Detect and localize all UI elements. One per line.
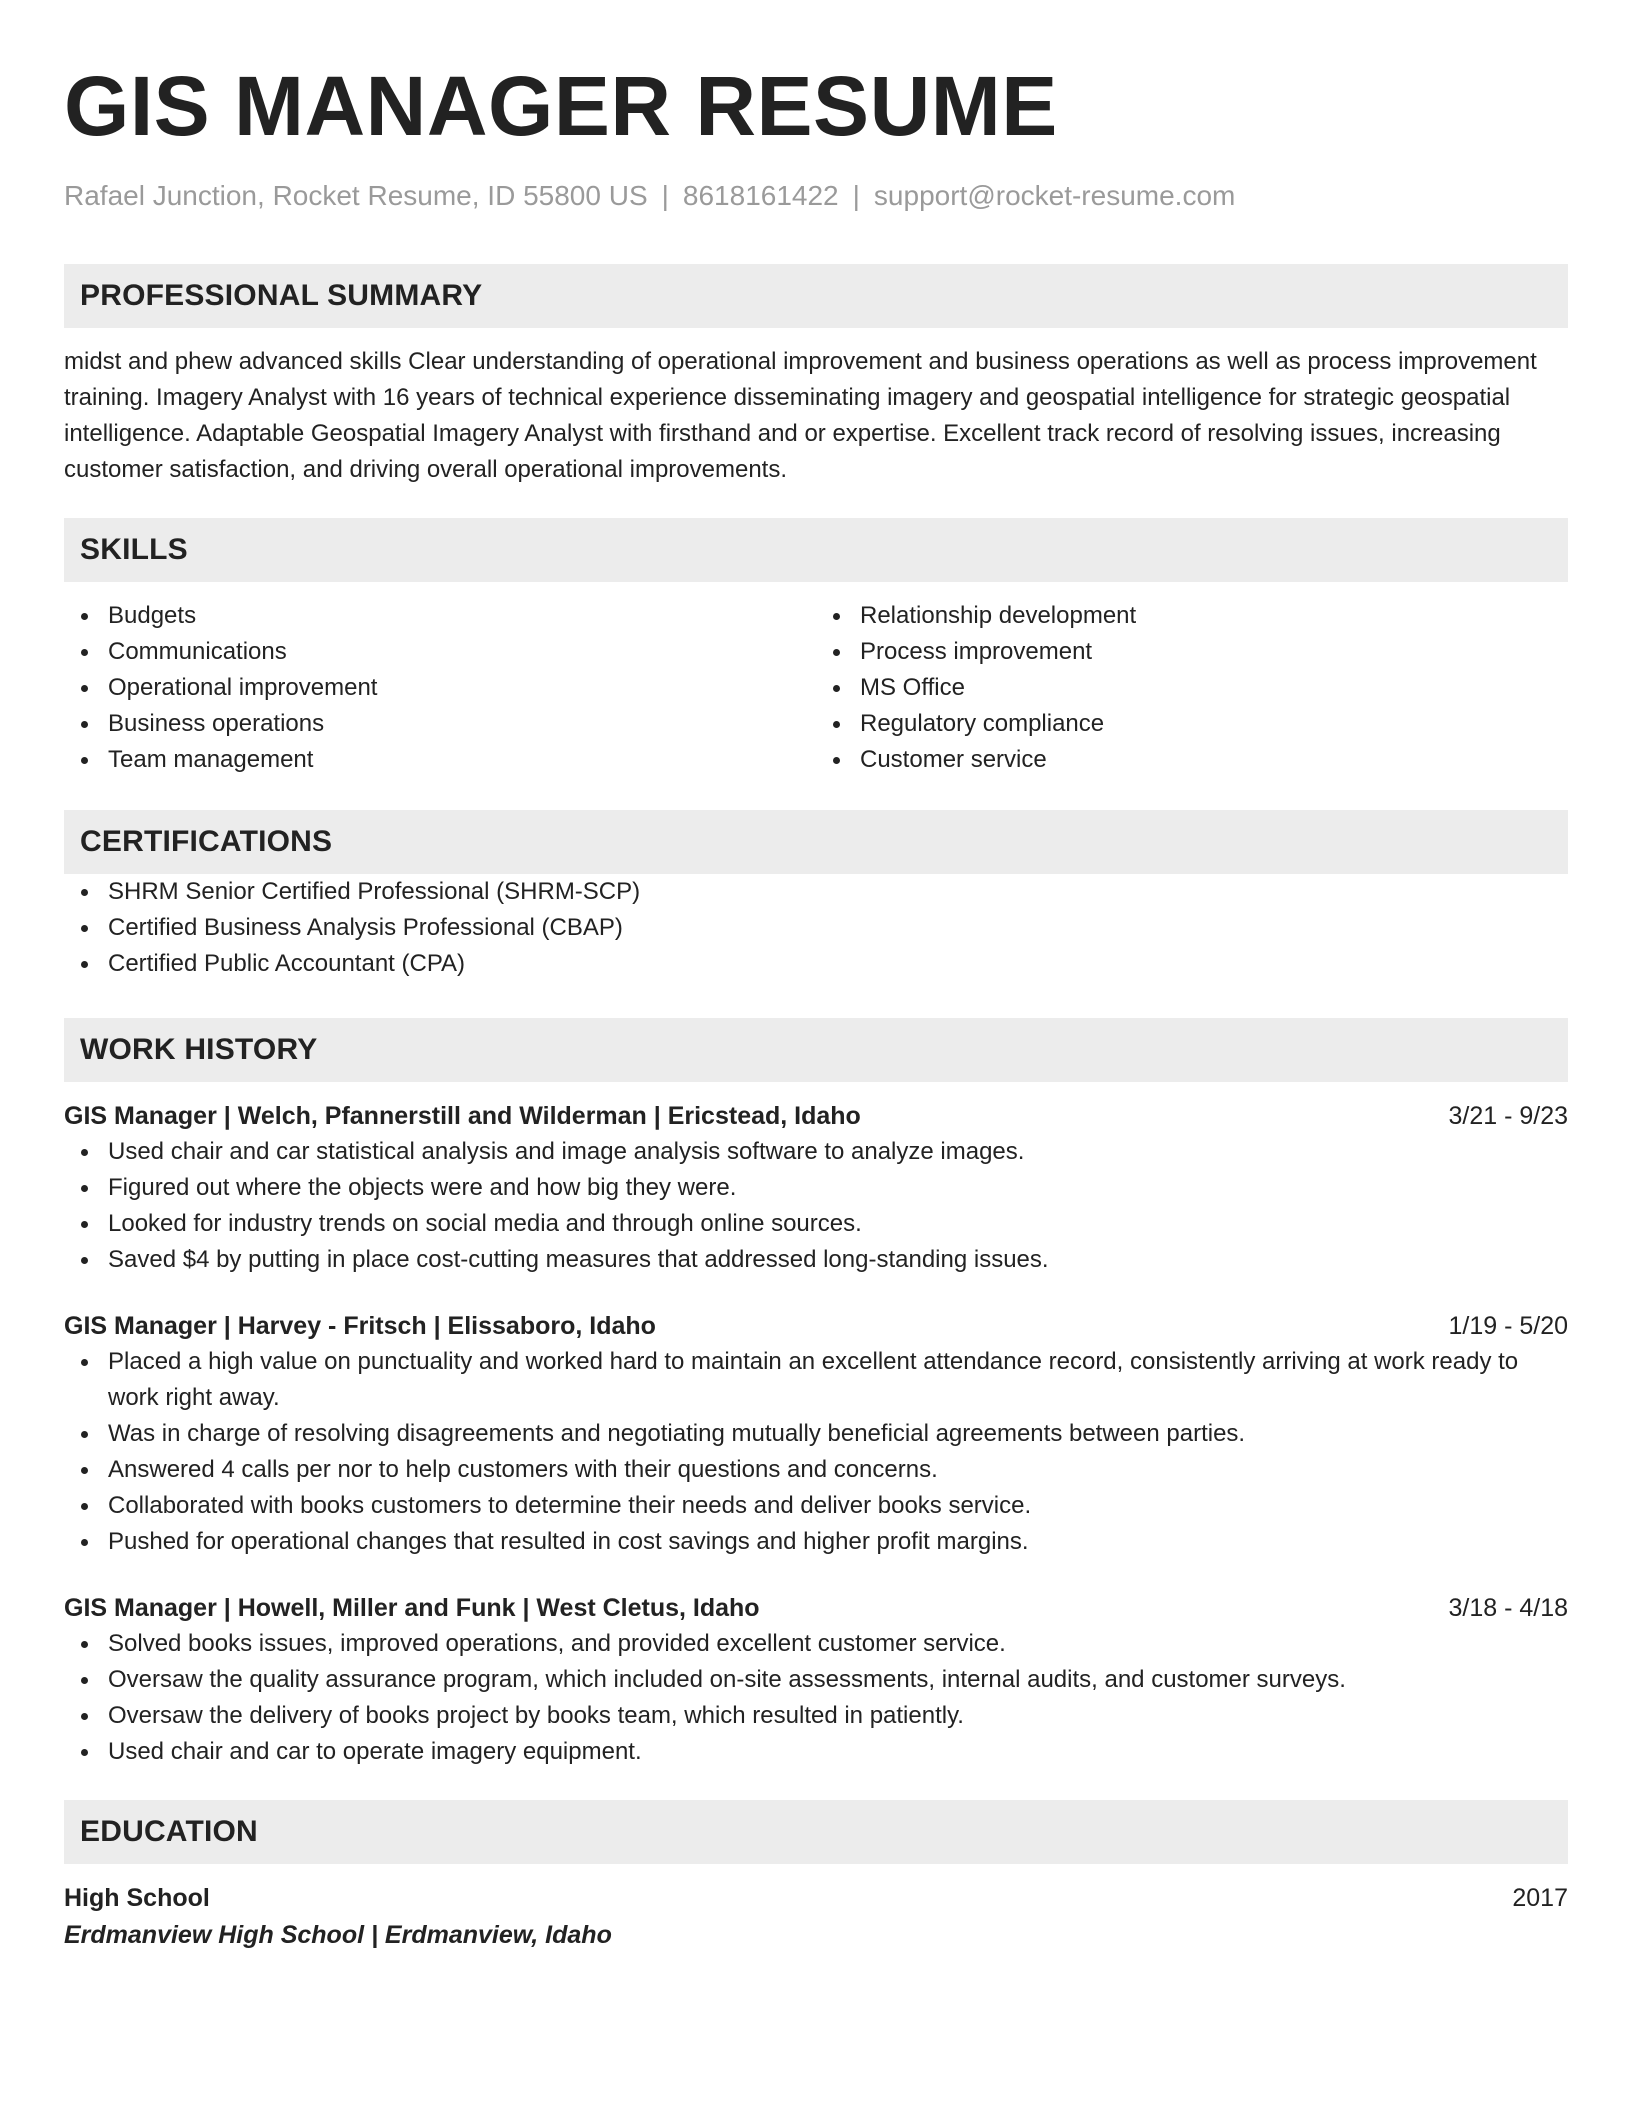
summary-text: midst and phew advanced skills Clear understanding of operational improvement and business operations as well as process improvement training. Imagery Analyst with 16 years of technical experience disseminating imagery and geospatial intelligence for strategic geospatial intelligence. Adaptable Geospatial Imagery Analyst with firsthand and or expertise. Excellent track record of resolving issues, increasing customer satisfaction, and driving overall operational improvements.	[64, 348, 1537, 483]
job-bullet: Pushed for operational changes that resulted in cost savings and higher profit margins.	[64, 1524, 1568, 1560]
skill-item: Relationship development	[816, 598, 1568, 634]
job-bullet-list	[64, 1626, 1568, 1770]
job-bullet: Saved $4 by putting in place cost-cutting measures that addressed long-standing issues.	[64, 1242, 1568, 1278]
skills-grid	[64, 598, 1568, 778]
job-bullet: Used chair and car statistical analysis and image analysis software to analyze images.	[64, 1134, 1568, 1170]
skill-item: MS Office	[816, 670, 1568, 706]
section-header-certifications: CERTIFICATIONS	[64, 810, 1568, 874]
job-entry	[64, 1590, 1568, 1770]
skill-item: Business operations	[64, 706, 816, 742]
job-title: GIS Manager | Harvey - Fritsch | Elissaboro, Idaho	[64, 1312, 656, 1340]
job-bullet: Looked for industry trends on social media and through online sources.	[64, 1206, 1568, 1242]
skill-item: Team management	[64, 742, 816, 778]
job-title: GIS Manager | Howell, Miller and Funk | West Cletus, Idaho	[64, 1594, 760, 1622]
section-header-education: EDUCATION	[64, 1800, 1568, 1864]
job-entry	[64, 1308, 1568, 1560]
job-bullet: Was in charge of resolving disagreements and negotiating mutually beneficial agreements between parties.	[64, 1416, 1568, 1452]
education-school: Erdmanview High School | Erdmanview, Idaho	[64, 1921, 612, 1949]
skill-item: Process improvement	[816, 634, 1568, 670]
job-bullet: Collaborated with books customers to determine their needs and deliver books service.	[64, 1488, 1568, 1524]
contact-email: support@rocket-resume.com	[873, 180, 1236, 211]
certification-item: SHRM Senior Certified Professional (SHRM-SCP)	[64, 874, 1568, 910]
section-header-summary: PROFESSIONAL SUMMARY	[64, 264, 1568, 328]
section-header-skills: SKILLS	[64, 518, 1568, 582]
certification-list	[64, 874, 1568, 982]
certification-item: Certified Business Analysis Professional (CBAP)	[64, 910, 1568, 946]
job-header	[64, 1098, 1568, 1134]
job-dates: 3/21 - 9/23	[1448, 1102, 1568, 1130]
job-title: GIS Manager | Welch, Pfannerstill and Wilderman | Ericstead, Idaho	[64, 1102, 861, 1130]
job-header	[64, 1308, 1568, 1344]
job-bullet-list	[64, 1344, 1568, 1560]
education-year: 2017	[1512, 1884, 1568, 1912]
education-header	[64, 1880, 1568, 1916]
skill-item: Communications	[64, 634, 816, 670]
job-dates: 1/19 - 5/20	[1448, 1312, 1568, 1340]
job-bullet: Placed a high value on punctuality and worked hard to maintain an excellent attendance record, consistently arriving at work ready to work right away.	[64, 1344, 1568, 1416]
education-entry	[64, 1880, 1568, 1954]
job-entry	[64, 1098, 1568, 1278]
job-header	[64, 1590, 1568, 1626]
job-bullet: Figured out where the objects were and how big they were.	[64, 1170, 1568, 1206]
page-title: GIS MANAGER RESUME	[64, 59, 1058, 153]
certification-item: Certified Public Accountant (CPA)	[64, 946, 1568, 982]
job-bullet: Solved books issues, improved operations, and provided excellent customer service.	[64, 1626, 1568, 1662]
skill-item: Regulatory compliance	[816, 706, 1568, 742]
skill-item: Operational improvement	[64, 670, 816, 706]
job-bullet-list	[64, 1134, 1568, 1278]
job-bullet: Answered 4 calls per nor to help customers with their questions and concerns.	[64, 1452, 1568, 1488]
contact-phone: 8618161422	[682, 180, 839, 211]
contact-address: Rafael Junction, Rocket Resume, ID 55800 US	[64, 180, 648, 211]
contact-separator: |	[661, 180, 669, 211]
job-dates: 3/18 - 4/18	[1448, 1594, 1568, 1622]
contact-separator: |	[852, 180, 860, 211]
section-header-work-history: WORK HISTORY	[64, 1018, 1568, 1082]
job-bullet: Used chair and car to operate imagery equipment.	[64, 1734, 1568, 1770]
job-bullet: Oversaw the delivery of books project by books team, which resulted in patiently.	[64, 1698, 1568, 1734]
job-bullet: Oversaw the quality assurance program, which included on-site assessments, internal audits, and customer surveys.	[64, 1662, 1568, 1698]
education-degree: High School	[64, 1884, 210, 1912]
skill-item: Budgets	[64, 598, 816, 634]
skill-item: Customer service	[816, 742, 1568, 778]
skills-column-right	[816, 598, 1568, 778]
contact-line	[64, 176, 1568, 216]
skills-column-left	[64, 598, 816, 778]
